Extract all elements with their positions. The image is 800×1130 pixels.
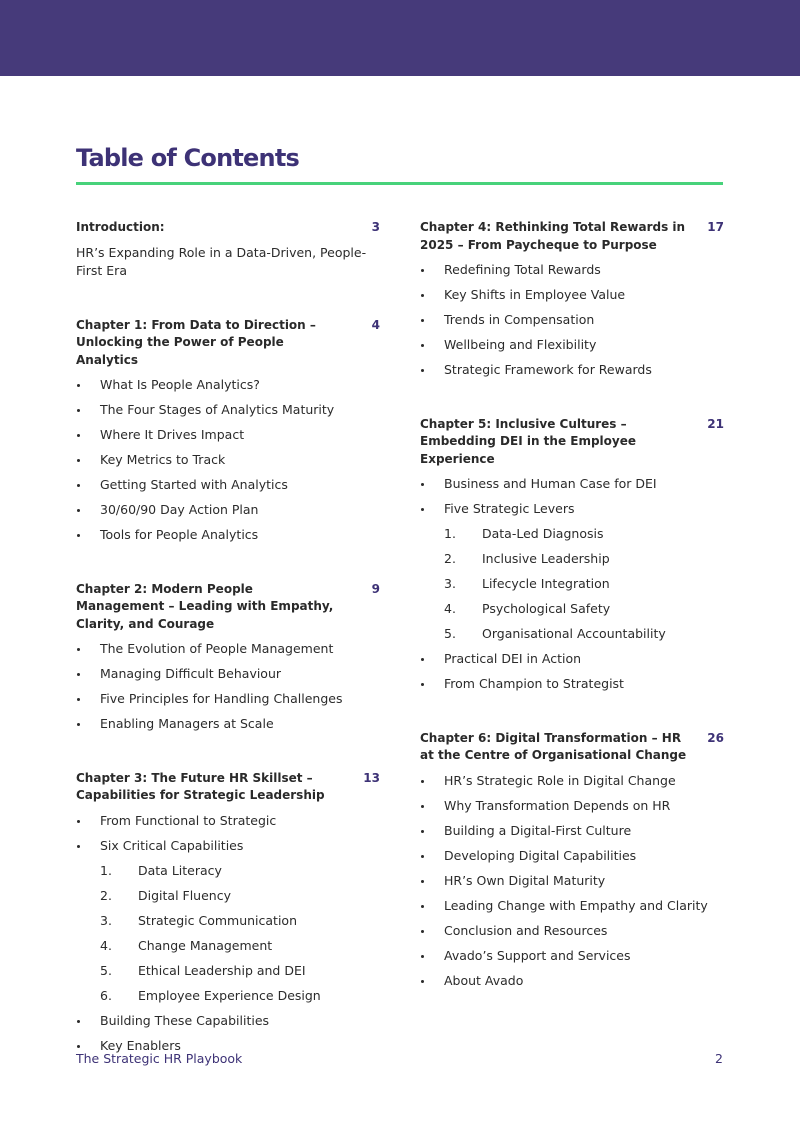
sub-item-label: Lifecycle Integration: [482, 576, 610, 591]
toc-item[interactable]: [420, 947, 724, 965]
toc-item[interactable]: [76, 526, 380, 544]
toc-item[interactable]: [420, 972, 724, 990]
toc-item[interactable]: [76, 837, 380, 1005]
toc-chapter: [76, 581, 380, 733]
chapter-heading[interactable]: [76, 317, 380, 370]
chapter-title: Chapter 1: From Data to Direction – Unlocking the Power of People Analytics: [76, 317, 316, 367]
toc-chapter: [76, 219, 380, 280]
toc-item-label: Five Strategic Levers: [444, 501, 575, 516]
toc-item-label: Managing Difficult Behaviour: [100, 666, 282, 681]
toc-item-label: From Functional to Strategic: [100, 812, 277, 828]
toc-item-label: Strategic Framework for Rewards: [444, 362, 652, 377]
toc-item[interactable]: [420, 311, 724, 329]
toc-item[interactable]: [420, 650, 724, 668]
toc-item-label: Business and Human Case for DEI: [444, 476, 657, 491]
sub-item-label: Ethical Leadership and DEI: [138, 962, 306, 978]
title-divider: [76, 182, 723, 185]
footer-publication-title: The Strategic HR Playbook: [76, 1051, 243, 1066]
numbered-sub-list: [100, 862, 380, 1005]
toc-item[interactable]: [420, 261, 724, 279]
toc-item[interactable]: [420, 897, 724, 915]
toc-item[interactable]: [76, 812, 380, 830]
toc-item-label: Getting Started with Analytics: [100, 477, 288, 492]
toc-sub-item[interactable]: [444, 550, 724, 568]
toc-item-label: Five Principles for Handling Challenges: [100, 691, 343, 706]
chapter-title: Introduction:: [76, 220, 165, 234]
toc-item-label: HR’s Strategic Role in Digital Change: [444, 772, 676, 788]
chapter-heading[interactable]: [420, 416, 724, 469]
chapter-item-list: [420, 475, 724, 693]
toc-item-label: Tools for People Analytics: [100, 527, 259, 542]
toc-item-label: Building a Digital-First Culture: [444, 822, 632, 838]
sub-item-number: 3.: [100, 912, 112, 928]
sub-item-number: 4.: [444, 601, 456, 616]
toc-item[interactable]: [420, 475, 724, 493]
chapter-title: Chapter 5: Inclusive Cultures – Embedding DEI in the Employee Experience: [420, 416, 637, 466]
toc-item[interactable]: [76, 451, 380, 469]
toc-item-label: Enabling Managers at Scale: [100, 716, 274, 731]
chapter-page-number: 9: [371, 581, 380, 596]
toc-column-right: [420, 219, 724, 1026]
chapter-page-number: 26: [707, 730, 724, 745]
toc-item-label: The Evolution of People Management: [100, 641, 334, 656]
chapter-item-list: [76, 812, 380, 1055]
toc-sub-item[interactable]: [100, 862, 380, 880]
chapter-item-list: [420, 772, 724, 990]
chapter-title: Chapter 3: The Future HR Skillset – Capabilities for Strategic Leadership: [76, 770, 325, 802]
chapter-heading[interactable]: [76, 770, 380, 805]
toc-item-label: Key Enablers: [100, 1037, 181, 1053]
toc-item[interactable]: [76, 476, 380, 494]
toc-item[interactable]: [76, 401, 380, 419]
toc-item-label: Trends in Compensation: [444, 312, 595, 327]
toc-item[interactable]: [420, 872, 724, 890]
numbered-sub-list: [444, 525, 724, 643]
toc-item[interactable]: [76, 640, 380, 658]
toc-item-label: Redefining Total Rewards: [444, 262, 601, 277]
toc-item[interactable]: [420, 822, 724, 840]
toc-chapter: [420, 219, 724, 379]
toc-item-label: What Is People Analytics?: [100, 377, 260, 392]
sub-item-label: Psychological Safety: [482, 601, 611, 616]
page-title: Table of Contents: [76, 144, 299, 172]
toc-chapter: [76, 317, 380, 544]
sub-item-number: 2.: [444, 551, 456, 566]
toc-chapter: [76, 770, 380, 1055]
toc-sub-item[interactable]: [444, 600, 724, 618]
toc-item-label: HR’s Own Digital Maturity: [444, 872, 606, 888]
sub-item-label: Change Management: [138, 937, 273, 953]
toc-sub-item[interactable]: [100, 937, 380, 955]
toc-sub-item[interactable]: [444, 625, 724, 643]
toc-item[interactable]: [420, 772, 724, 790]
sub-item-label: Digital Fluency: [138, 887, 231, 903]
toc-sub-item[interactable]: [444, 575, 724, 593]
toc-item[interactable]: [76, 715, 380, 733]
sub-item-number: 5.: [100, 962, 112, 978]
chapter-page-number: 4: [371, 317, 380, 332]
chapter-heading[interactable]: [420, 219, 724, 254]
toc-item-label: Avado’s Support and Services: [444, 947, 631, 963]
toc-item-label: Where It Drives Impact: [100, 427, 245, 442]
toc-item[interactable]: [420, 797, 724, 815]
sub-item-number: 4.: [100, 937, 112, 953]
toc-item[interactable]: [420, 675, 724, 693]
footer-page-number: 2: [715, 1051, 723, 1066]
toc-item-label: Conclusion and Resources: [444, 922, 608, 938]
header-bar: [0, 0, 800, 76]
chapter-item-list: [76, 376, 380, 544]
toc-item-label: Building These Capabilities: [100, 1012, 270, 1028]
toc-item[interactable]: [420, 361, 724, 379]
sub-item-number: 1.: [444, 526, 456, 541]
sub-item-label: Employee Experience Design: [138, 987, 321, 1003]
toc-item-label: Key Shifts in Employee Value: [444, 287, 626, 302]
toc-item-label: Six Critical Capabilities: [100, 837, 244, 853]
toc-column-left: [76, 219, 380, 1091]
sub-item-label: Data Literacy: [138, 862, 222, 878]
toc-item[interactable]: [420, 336, 724, 354]
chapter-item-list: [420, 261, 724, 379]
toc-item-label: About Avado: [444, 972, 524, 988]
chapter-page-number: 13: [363, 770, 380, 785]
toc-item-label: Wellbeing and Flexibility: [444, 337, 597, 352]
chapter-heading[interactable]: [420, 730, 724, 765]
toc-item[interactable]: [76, 690, 380, 708]
toc-item[interactable]: [420, 286, 724, 304]
toc-sub-item[interactable]: [100, 962, 380, 980]
toc-sub-item[interactable]: [100, 987, 380, 1005]
chapter-title: Chapter 2: Modern People Management – Leading with Empathy, Clarity, and Courage: [76, 581, 334, 631]
toc-item-label: From Champion to Strategist: [444, 676, 624, 691]
toc-sub-item[interactable]: [444, 525, 724, 543]
sub-item-number: 1.: [100, 862, 112, 878]
chapter-title: Chapter 4: Rethinking Total Rewards in 2025 – From Paycheque to Purpose: [420, 220, 686, 252]
sub-item-label: Organisational Accountability: [482, 626, 666, 641]
chapter-subtitle: HR’s Expanding Role in a Data-Driven, People-First Era: [76, 244, 367, 278]
sub-item-number: 6.: [100, 987, 112, 1003]
toc-chapter: [420, 416, 724, 693]
sub-item-label: Data-Led Diagnosis: [482, 526, 604, 541]
toc-item[interactable]: [76, 426, 380, 444]
sub-item-number: 3.: [444, 576, 456, 591]
toc-item[interactable]: [76, 501, 380, 519]
toc-item[interactable]: [420, 500, 724, 643]
chapter-page-number: 3: [371, 220, 380, 234]
sub-item-label: Strategic Communication: [138, 912, 298, 928]
toc-item-label: Why Transformation Depends on HR: [444, 797, 671, 813]
toc-item-label: Practical DEI in Action: [444, 651, 582, 666]
sub-item-number: 5.: [444, 626, 456, 641]
toc-item-label: 30/60/90 Day Action Plan: [100, 502, 259, 517]
sub-item-number: 2.: [100, 887, 112, 903]
chapter-heading[interactable]: [76, 219, 380, 237]
toc-item-label: Leading Change with Empathy and Clarity: [444, 897, 708, 913]
toc-item[interactable]: [76, 1012, 380, 1030]
toc-chapter: [420, 730, 724, 990]
chapter-title: Chapter 6: Digital Transformation – HR at the Centre of Organisational Change: [420, 730, 687, 762]
toc-sub-item[interactable]: [100, 912, 380, 930]
toc-item-label: The Four Stages of Analytics Maturity: [100, 402, 335, 417]
chapter-page-number: 17: [707, 220, 724, 234]
toc-item-label: Developing Digital Capabilities: [444, 847, 637, 863]
chapter-heading[interactable]: [76, 581, 380, 634]
sub-item-label: Inclusive Leadership: [482, 551, 610, 566]
toc-item[interactable]: [76, 665, 380, 683]
toc-sub-item[interactable]: [100, 887, 380, 905]
toc-item[interactable]: [420, 922, 724, 940]
toc-item[interactable]: [420, 847, 724, 865]
chapter-page-number: 21: [707, 416, 724, 431]
toc-item-label: Key Metrics to Track: [100, 452, 226, 467]
toc-item[interactable]: [76, 376, 380, 394]
chapter-item-list: [76, 640, 380, 733]
